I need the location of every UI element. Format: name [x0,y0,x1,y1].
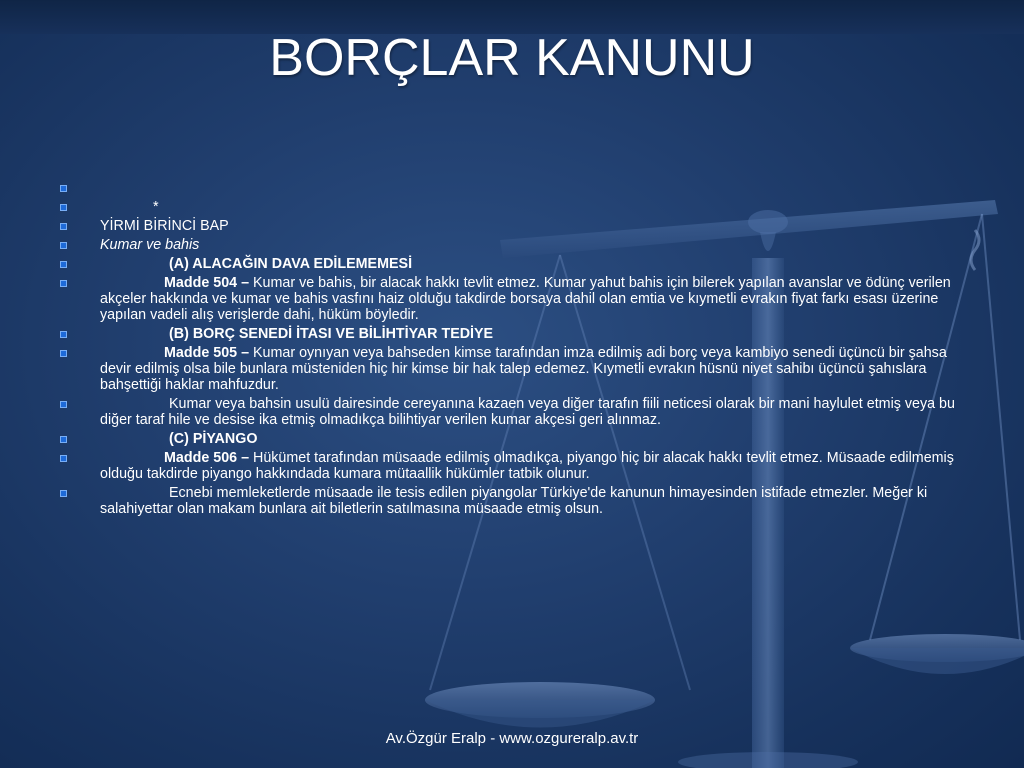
asterisk-text: * [153,199,159,215]
square-bullet-icon [60,401,67,408]
paragraph-text: Ecnebi memleketlerde müsaade ile tesis edilen piyangolar Türkiye'de kanunun himayesinden istifade etmezler. Meğer ki salahiyettar olan makam bunlara ait biletlerin satılmasına müsaade etmiş olsun. [100,485,928,517]
square-bullet-icon [60,455,67,462]
list-item [56,345,966,393]
list-item [56,326,966,342]
square-bullet-icon [60,331,67,338]
square-bullet-icon [60,350,67,357]
square-bullet-icon [60,490,67,497]
square-bullet-icon [60,242,67,249]
chapter-heading: YİRMİ BİRİNCİ BAP [100,218,229,234]
square-bullet-icon [60,185,67,192]
square-bullet-icon [60,223,67,230]
list-item [56,396,966,428]
list-item [56,431,966,447]
section-heading-a: (A) ALACAĞIN DAVA EDİLEMEMESİ [169,256,413,272]
article-text-506: Hükümet tarafından müsaade edilmiş olmadıkça, piyango hiç bir alacak hakkı tevlit etmez. Müsaade edilmemiş olduğu takdirde piyango hakkındada kumara mütaallik hükümler tatbik olunur. [100,450,954,482]
slide-title: BORÇLAR KANUNU [269,29,755,87]
bullet-list [56,180,966,520]
square-bullet-icon [60,204,67,211]
list-item [56,180,966,196]
article-label-505: Madde 505 – [164,345,250,361]
slide-footer: Av.Özgür Eralp - www.ozgureralp.av.tr [385,730,639,747]
paragraph-text: Kumar veya bahsin usulü dairesinde cereyanına kazaen veya diğer tarafın fiili neticesi olarak bir mani haylulet etmiş veya bu diğer taraf hile ve desise ika etmiş olmadıkça bilihtiyar verilen kumar akçesi geri alınmaz. [100,396,955,428]
article-text-505: Kumar oynıyan veya bahseden kimse tarafından imza edilmiş adi borç veya kambiyo senedi üçüncü bir şahsa devir edilmiş olsa bile bunlara müsteniden hiç hir kimse bir hak talep edemez. Kıymetli evrakın hüsnü niyet sahibı üçüncü şahıslara bahşettiği haklar mahfuzdur. [100,345,947,393]
list-item [56,199,966,215]
list-item [56,256,966,272]
article-label-506: Madde 506 – [164,450,250,466]
square-bullet-icon [60,261,67,268]
square-bullet-icon [60,436,67,443]
article-text-504: Kumar ve bahis, bir alacak hakkı tevlit etmez. Kumar yahut bahis için bilerek yapılan avanslar ve ödünç verilen akçeler hakkında ve kumar ve bahis vasfını haiz olduğu takdirde borsaya dahil olan emtia ve kıymetli evrakın fiyat farkı esası üzerine yapılan vadeli alış verişlerde dahi, hüküm böyledir. [100,275,951,323]
list-item [56,450,966,482]
chapter-subtitle: Kumar ve bahis [100,237,200,253]
article-label-504: Madde 504 – [164,275,250,291]
section-heading-c: (C) PİYANGO [169,431,258,447]
square-bullet-icon [60,280,67,287]
list-item [56,275,966,323]
section-heading-b: (B) BORÇ SENEDİ İTASI VE BİLİHTİYAR TEDİYE [169,326,494,342]
list-item [56,218,966,234]
list-item [56,485,966,517]
list-item [56,237,966,253]
